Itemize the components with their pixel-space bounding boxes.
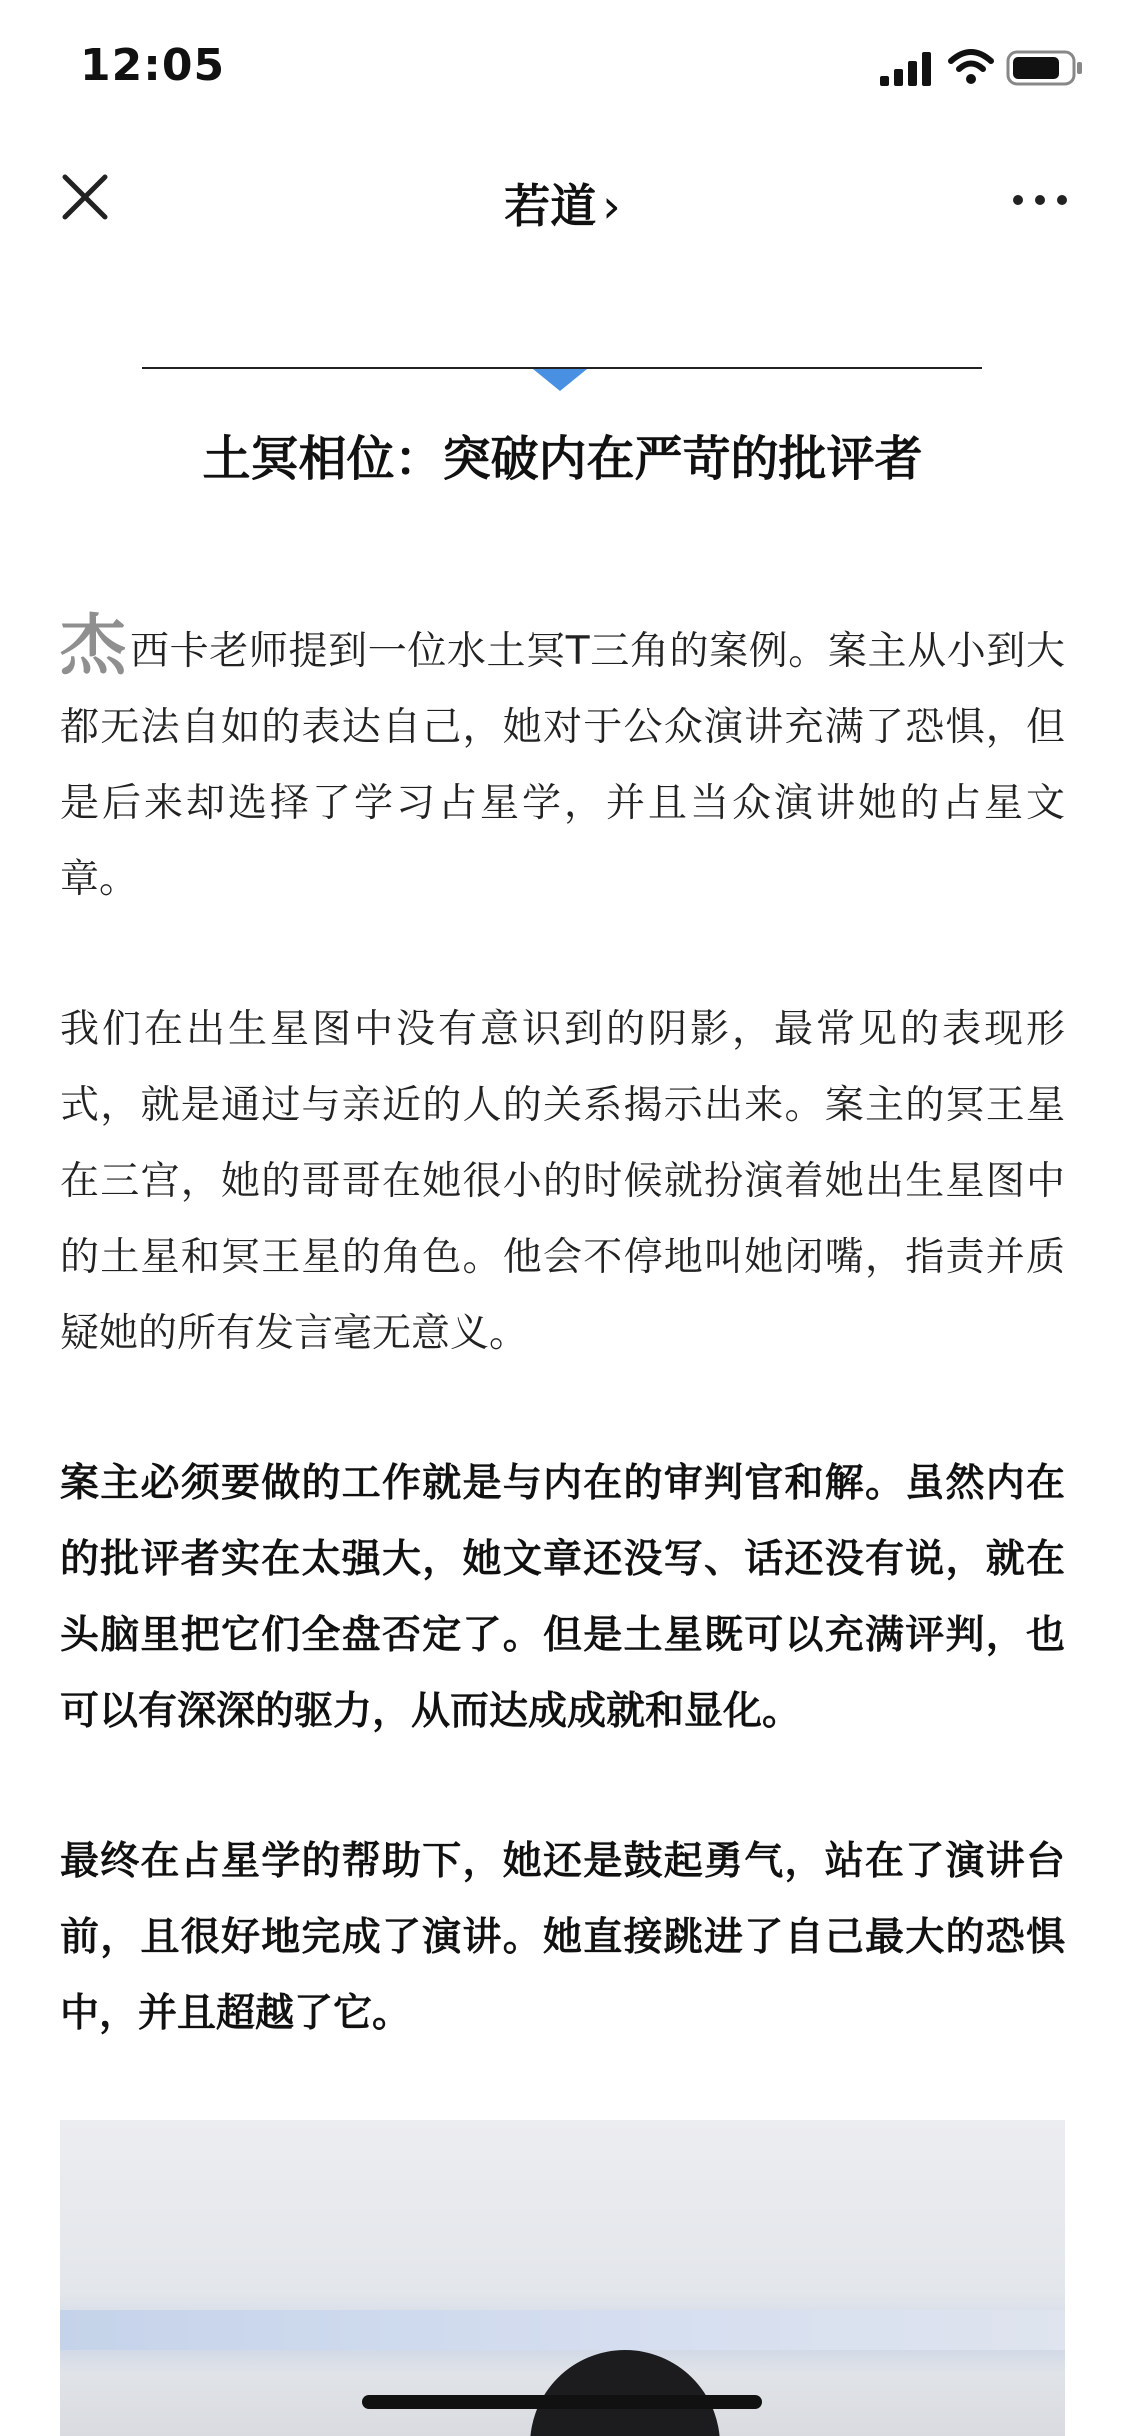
status-bar: [0, 0, 1125, 132]
article-paragraph-4: 最终在占星学的帮助下，她还是鼓起勇气，站在了演讲台前，且很好地完成了演讲。她直接跳进了自己最大的恐惧中，并且超越了它。: [60, 1839, 1065, 2036]
account-name-link[interactable]: [0, 170, 1125, 236]
nav-bar: [0, 150, 1125, 250]
article-paragraph-1: [60, 607, 1065, 918]
article-photo: [60, 2120, 1065, 2436]
status-time: 12:05: [80, 40, 226, 91]
battery-icon: [1006, 50, 1084, 86]
article-paragraph-3: 案主必须要做的工作就是与内在的审判官和解。虽然内在的批评者实在太强大，她文章还没写、话还没有说，就在头脑里把它们全盘否定了。但是土星既可以充满评判，也可以有深深的驱力，从而达成成就和显化。: [60, 1461, 1065, 1734]
photo-person: [530, 2350, 720, 2436]
dropcap: 杰: [60, 607, 126, 684]
paragraph-text: 西卡老师提到一位水土冥T三角的案例。案主从小到大都无法自如的表达自己，她对于公众演讲充满了恐惧，但是后来却选择了学习占星学，并且当众演讲她的占星文章。: [60, 629, 1065, 902]
article-paragraph-2: 我们在出生星图中没有意识到的阴影，最常见的表现形式，就是通过与亲近的人的关系揭示出来。案主的冥王星在三宫，她的哥哥在她很小的时候就扮演着她出生星图中的土星和冥王星的角色。他会不停地叫她闭嘴，指责并质疑她的所有发言毫无意义。: [60, 1007, 1065, 1356]
article-title: 土冥相位：突破内在严苛的批评者: [202, 431, 923, 487]
more-icon[interactable]: [1010, 190, 1070, 210]
wifi-icon: [948, 48, 994, 86]
home-indicator: [362, 2395, 762, 2409]
chevron-right-icon: ›: [602, 179, 621, 233]
signal-icon: [880, 52, 932, 86]
photo-backdrop: [60, 2310, 1065, 2350]
account-name: 若道: [504, 179, 597, 233]
divider-triangle-icon: [533, 369, 587, 391]
